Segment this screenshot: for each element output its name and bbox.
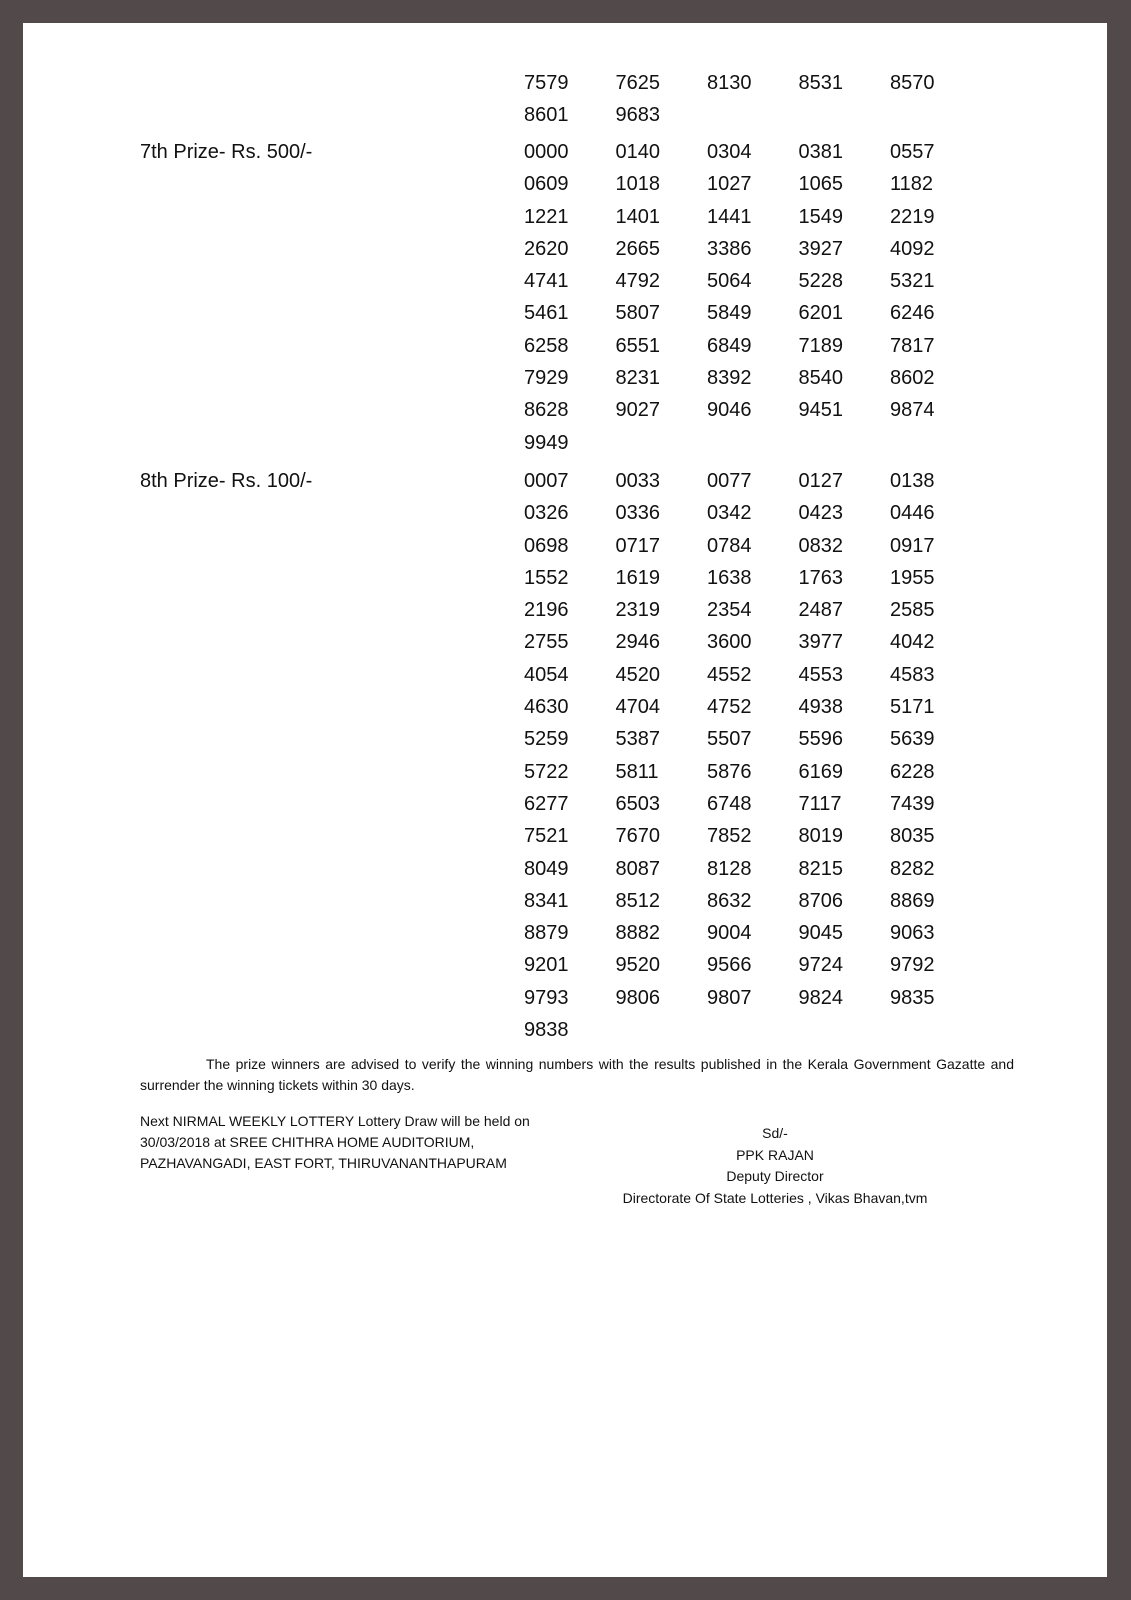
winning-number: 3600 bbox=[707, 631, 752, 654]
winning-number: 5387 bbox=[615, 728, 660, 751]
winning-number: 4583 bbox=[890, 663, 935, 686]
winning-number: 9792 bbox=[890, 954, 935, 977]
winning-number: 5171 bbox=[890, 696, 935, 719]
winning-number: 5064 bbox=[707, 270, 752, 293]
winning-number: 5596 bbox=[798, 728, 843, 751]
winning-number: 0336 bbox=[615, 502, 660, 525]
winning-number: 5639 bbox=[890, 728, 935, 751]
prize-8-numbers bbox=[524, 465, 982, 1046]
winning-number: 1549 bbox=[798, 205, 843, 228]
winning-number: 8531 bbox=[798, 72, 843, 94]
winning-number: 1955 bbox=[890, 566, 935, 589]
winning-number: 1552 bbox=[524, 566, 569, 589]
signatory-designation: Deputy Director bbox=[726, 1168, 824, 1184]
winning-number: 0698 bbox=[524, 534, 569, 557]
winning-number: 6503 bbox=[615, 792, 660, 815]
winning-number: 0832 bbox=[798, 534, 843, 557]
winning-number: 3977 bbox=[798, 631, 843, 654]
winning-number: 2946 bbox=[615, 631, 660, 654]
winning-number: 6201 bbox=[798, 302, 843, 325]
prize-continuation-numbers bbox=[524, 67, 982, 132]
next-draw-line: Next NIRMAL WEEKLY LOTTERY Lottery Draw will be held on bbox=[140, 1113, 530, 1129]
winning-number: 6551 bbox=[615, 334, 660, 357]
winning-number: 2487 bbox=[798, 599, 843, 622]
winning-number: 7625 bbox=[615, 72, 660, 94]
winning-number: 0784 bbox=[707, 534, 752, 557]
winning-number: 4520 bbox=[615, 663, 660, 686]
signatory-office: Directorate Of State Lotteries , Vikas Bhavan,tvm bbox=[622, 1189, 928, 1206]
winning-number: 4553 bbox=[798, 663, 843, 686]
winning-number: 2755 bbox=[524, 631, 569, 654]
winning-number: 2620 bbox=[524, 237, 569, 260]
winning-number: 0446 bbox=[890, 502, 935, 525]
winning-number: 1763 bbox=[798, 566, 843, 589]
winning-number: 9824 bbox=[798, 986, 843, 1009]
winning-number: 6246 bbox=[890, 302, 935, 325]
winning-number: 9806 bbox=[615, 986, 660, 1009]
winning-number: 4042 bbox=[890, 631, 935, 654]
winning-number: 5876 bbox=[707, 760, 752, 783]
winning-number: 2354 bbox=[707, 599, 752, 622]
winning-number: 0557 bbox=[890, 141, 935, 163]
winning-number: 0381 bbox=[798, 141, 843, 163]
winning-number: 0007 bbox=[524, 470, 569, 492]
winning-number: 7189 bbox=[798, 334, 843, 357]
winning-number: 7117 bbox=[798, 792, 842, 815]
winning-number: 9724 bbox=[798, 954, 843, 977]
winning-number: 8049 bbox=[524, 857, 569, 880]
winning-number: 8601 bbox=[524, 104, 569, 127]
winning-number: 4552 bbox=[707, 663, 752, 686]
winning-number: 0140 bbox=[615, 141, 660, 163]
winning-number: 6849 bbox=[707, 334, 752, 357]
winning-number: 8570 bbox=[890, 72, 935, 94]
winning-number: 2319 bbox=[615, 599, 660, 622]
winning-number: 1638 bbox=[707, 566, 752, 589]
winning-number: 5849 bbox=[707, 302, 752, 325]
winning-number: 4741 bbox=[524, 270, 569, 293]
winning-number: 1018 bbox=[615, 173, 660, 196]
winning-number: 1441 bbox=[707, 205, 752, 228]
winning-number: 8392 bbox=[707, 367, 752, 390]
winning-number: 9520 bbox=[615, 954, 660, 977]
winning-number: 8602 bbox=[890, 367, 935, 390]
winner-notice: The prize winners are advised to verify the winning numbers with the results published in the Kerala Government Gazatte and surrender the winning tickets within 30 days. bbox=[140, 1056, 1014, 1093]
winning-number: 0304 bbox=[707, 141, 752, 163]
winning-number: 8882 bbox=[615, 922, 660, 945]
winning-number: 8019 bbox=[798, 825, 843, 848]
winning-number: 9046 bbox=[707, 399, 752, 422]
winning-number: 0138 bbox=[890, 470, 935, 492]
winning-number: 8706 bbox=[798, 889, 843, 912]
winning-number: 9683 bbox=[615, 104, 660, 127]
winning-number: 0127 bbox=[798, 470, 843, 492]
next-draw-line: 30/03/2018 at SREE CHITHRA HOME AUDITORIUM, bbox=[140, 1134, 475, 1150]
winning-number: 5321 bbox=[890, 270, 935, 293]
winning-number: 6169 bbox=[798, 760, 843, 783]
winning-number: 1065 bbox=[798, 173, 843, 196]
winning-number: 8628 bbox=[524, 399, 569, 422]
winning-number: 3386 bbox=[707, 237, 752, 260]
signature-block bbox=[605, 1123, 945, 1209]
winning-number: 9874 bbox=[890, 399, 935, 422]
winning-number: 4792 bbox=[615, 270, 660, 293]
winning-number: 9807 bbox=[707, 986, 752, 1009]
signature-sd: Sd/- bbox=[762, 1125, 788, 1141]
winning-number: 4704 bbox=[615, 696, 660, 719]
winning-number: 5811 bbox=[615, 760, 659, 783]
winning-number: 9835 bbox=[890, 986, 935, 1009]
winning-number: 8231 bbox=[615, 367, 660, 390]
winning-number: 2665 bbox=[615, 237, 660, 260]
winning-number: 8035 bbox=[890, 825, 935, 848]
winning-number: 5807 bbox=[615, 302, 660, 325]
winning-number: 9949 bbox=[524, 431, 569, 454]
winning-number: 0917 bbox=[890, 534, 935, 557]
next-draw-line: PAZHAVANGADI, EAST FORT, THIRUVANANTHAPURAM bbox=[140, 1155, 507, 1171]
winning-number: 1182 bbox=[890, 173, 934, 196]
winning-number: 8130 bbox=[707, 72, 752, 94]
winning-number: 9201 bbox=[524, 954, 569, 977]
winning-number: 9063 bbox=[890, 922, 935, 945]
winning-number: 7439 bbox=[890, 792, 935, 815]
winning-number: 8869 bbox=[890, 889, 935, 912]
winning-number: 8341 bbox=[524, 889, 569, 912]
winning-number: 6228 bbox=[890, 760, 935, 783]
winning-number: 1221 bbox=[524, 205, 569, 228]
winning-number: 8540 bbox=[798, 367, 843, 390]
winning-number: 2196 bbox=[524, 599, 569, 622]
winning-number: 7579 bbox=[524, 72, 569, 94]
winning-number: 4752 bbox=[707, 696, 752, 719]
winning-number: 0717 bbox=[615, 534, 660, 557]
winning-number: 7521 bbox=[524, 825, 569, 848]
prize-8-label: 8th Prize- Rs. 100/- bbox=[140, 470, 313, 492]
winning-number: 7929 bbox=[524, 367, 569, 390]
winning-number: 2585 bbox=[890, 599, 935, 622]
winning-number: 0342 bbox=[707, 502, 752, 525]
winning-number: 5507 bbox=[707, 728, 752, 751]
winning-number: 7817 bbox=[890, 334, 935, 357]
winning-number: 5461 bbox=[524, 302, 569, 325]
winning-number: 0326 bbox=[524, 502, 569, 525]
document-page bbox=[23, 23, 1107, 1577]
winning-number: 0033 bbox=[615, 470, 660, 492]
winning-number: 5259 bbox=[524, 728, 569, 751]
winning-number: 8087 bbox=[615, 857, 660, 880]
winning-number: 8215 bbox=[798, 857, 843, 880]
next-draw-info bbox=[140, 1111, 590, 1174]
winning-number: 9045 bbox=[798, 922, 843, 945]
winning-number: 1027 bbox=[707, 173, 752, 196]
winning-number: 2219 bbox=[890, 205, 935, 228]
winning-number: 4630 bbox=[524, 696, 569, 719]
winning-number: 6258 bbox=[524, 334, 569, 357]
winning-number: 7670 bbox=[615, 825, 660, 848]
winning-number: 9793 bbox=[524, 986, 569, 1009]
winning-number: 9451 bbox=[798, 399, 843, 422]
winning-number: 6277 bbox=[524, 792, 569, 815]
winning-number: 8632 bbox=[707, 889, 752, 912]
winning-number: 8512 bbox=[615, 889, 660, 912]
prize-7-label: 7th Prize- Rs. 500/- bbox=[140, 141, 313, 163]
winning-number: 9838 bbox=[524, 1019, 569, 1042]
winning-number: 8879 bbox=[524, 922, 569, 945]
winning-number: 5228 bbox=[798, 270, 843, 293]
winning-number: 1619 bbox=[615, 566, 660, 589]
winning-number: 0609 bbox=[524, 173, 569, 196]
winning-number: 4938 bbox=[798, 696, 843, 719]
winning-number: 9027 bbox=[615, 399, 660, 422]
winning-number: 4092 bbox=[890, 237, 935, 260]
prize-7-numbers bbox=[524, 136, 982, 459]
winning-number: 8282 bbox=[890, 857, 935, 880]
winning-number: 3927 bbox=[798, 237, 843, 260]
winning-number: 9566 bbox=[707, 954, 752, 977]
winning-number: 0423 bbox=[798, 502, 843, 525]
winning-number: 9004 bbox=[707, 922, 752, 945]
winning-number: 0000 bbox=[524, 141, 569, 163]
signatory-name: PPK RAJAN bbox=[736, 1146, 814, 1163]
winning-number: 0077 bbox=[707, 470, 752, 492]
winning-number: 4054 bbox=[524, 663, 569, 686]
winning-number: 8128 bbox=[707, 857, 752, 880]
winning-number: 5722 bbox=[524, 760, 569, 783]
winning-number: 1401 bbox=[615, 205, 660, 228]
winning-number: 6748 bbox=[707, 792, 752, 815]
winning-number: 7852 bbox=[707, 825, 752, 848]
